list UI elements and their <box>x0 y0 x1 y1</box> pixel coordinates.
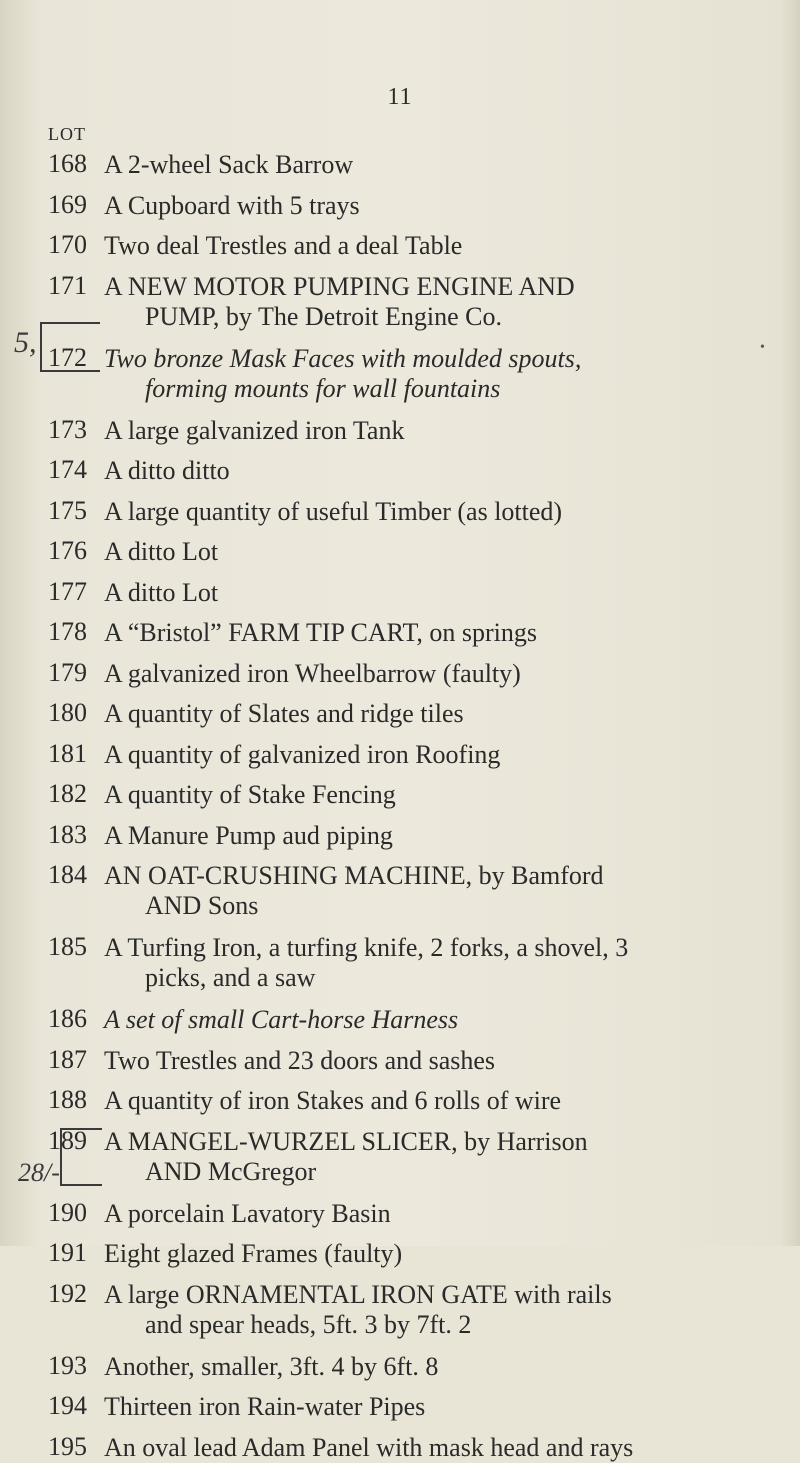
lot-description-line: picks, and a saw <box>145 963 316 992</box>
lot-description-line: A Manure Pump aud piping <box>104 820 393 850</box>
lot-description <box>104 1352 784 1382</box>
lot-description-line: An oval lead Adam Panel with mask head and rays <box>104 1432 634 1462</box>
lot-number: 190 <box>48 1197 87 1227</box>
lot-number: 182 <box>48 779 87 808</box>
lot-description <box>104 456 784 486</box>
lot-description <box>104 416 784 446</box>
lot-description-line: Two Trestles and 23 doors and sashes <box>104 1045 496 1075</box>
lot-number: 187 <box>48 1044 87 1074</box>
lot-description-line: Thirteen iron Rain-water Pipes <box>104 1392 426 1421</box>
lot-description-line: A ditto ditto <box>104 456 230 485</box>
handwritten-mark-172: 5, <box>14 326 37 359</box>
lot-description-line: A porcelain Lavatory Basin <box>104 1198 391 1228</box>
lot-description-line: AND McGregor <box>145 1156 317 1186</box>
lot-description-line: forming mounts for wall fountains <box>145 373 501 403</box>
handwritten-mark-195: 28/- <box>18 1158 60 1187</box>
lot-description <box>104 231 784 261</box>
lot-number: 170 <box>48 230 87 259</box>
lot-number: 194 <box>48 1391 87 1420</box>
lot-description-line: Eight glazed Frames (faulty) <box>104 1239 403 1268</box>
lot-description-line: A NEW MOTOR PUMPING ENGINE AND <box>104 271 575 301</box>
lot-description-line: A quantity of Slates and ridge tiles <box>104 699 464 728</box>
lot-number: 192 <box>48 1278 87 1308</box>
lot-description <box>104 1046 784 1076</box>
lot-number: 173 <box>48 414 87 444</box>
lot-number: 193 <box>48 1350 87 1380</box>
lot-description <box>104 699 784 729</box>
lot-description <box>104 1433 784 1463</box>
lot-description <box>104 618 784 648</box>
lot-description-line: A 2-wheel Sack Barrow <box>104 150 354 179</box>
lot-number: 171 <box>48 270 87 300</box>
lot-description <box>104 1239 784 1269</box>
lot-number: 195 <box>48 1431 87 1461</box>
lot-description <box>104 933 784 993</box>
lot-description-line: A ditto Lot <box>104 577 219 607</box>
lot-description-line: A set of small Cart-horse Harness <box>104 1005 459 1034</box>
lot-description-line: A ditto Lot <box>104 537 219 566</box>
lot-description <box>104 861 784 921</box>
lot-description <box>104 344 784 404</box>
lot-description <box>104 1199 784 1229</box>
lot-description-line: A large ORNAMENTAL IRON GATE with rails <box>104 1279 612 1309</box>
lot-number: 175 <box>48 495 87 525</box>
lot-number: 168 <box>48 149 87 178</box>
lot-number: 188 <box>48 1085 87 1114</box>
lot-number: 174 <box>48 455 87 484</box>
lot-description <box>104 1005 784 1035</box>
lot-number: 177 <box>48 576 87 606</box>
lot-number: 184 <box>48 860 87 889</box>
lot-description-line: Two bronze Mask Faces with moulded spouts, <box>104 343 582 373</box>
lot-description-line: Another, smaller, 3ft. 4 by 6ft. 8 <box>104 1351 439 1381</box>
lot-description-line: A quantity of galvanized iron Roofing <box>104 739 501 769</box>
lot-number: 179 <box>48 657 87 687</box>
lot-description <box>104 1280 784 1340</box>
lot-number: 178 <box>48 617 87 646</box>
lot-description-line: A large galvanized iron Tank <box>104 415 405 445</box>
margin-mark: • <box>760 340 765 355</box>
lot-description <box>104 740 784 770</box>
lot-description-line: A Turfing Iron, a turfing knife, 2 forks, a shovel, 3 <box>104 933 629 962</box>
lot-number: 189 <box>48 1125 87 1155</box>
lot-number: 181 <box>48 738 87 768</box>
lot-description-line: A Cupboard with 5 trays <box>104 190 360 220</box>
lot-description <box>104 191 784 221</box>
lot-description <box>104 497 784 527</box>
lot-number: 185 <box>48 932 87 961</box>
lot-description-line: and spear heads, 5ft. 3 by 7ft. 2 <box>145 1309 472 1339</box>
lot-number: 169 <box>48 189 87 219</box>
lot-description <box>104 659 784 689</box>
lot-description <box>104 1127 784 1187</box>
lot-description <box>104 272 784 332</box>
lot-description-line: A large quantity of useful Timber (as lotted) <box>104 496 563 526</box>
lot-description-line: AN OAT-CRUSHING MACHINE, by Bamford <box>104 861 604 890</box>
lot-description-line: A galvanized iron Wheelbarrow (faulty) <box>104 658 521 688</box>
lot-column-header: LOT <box>48 124 86 144</box>
lot-description <box>104 780 784 810</box>
lot-description <box>104 821 784 851</box>
lot-number: 183 <box>48 819 87 849</box>
lot-description-line: AND Sons <box>145 891 259 920</box>
lot-description-line: A quantity of iron Stakes and 6 rolls of wire <box>104 1086 562 1115</box>
lot-description <box>104 150 784 180</box>
lot-description-line: Two deal Trestles and a deal Table <box>104 231 463 260</box>
lot-number: 186 <box>48 1004 87 1033</box>
lot-description-line: A “Bristol” FARM TIP CART, on springs <box>104 618 538 647</box>
lot-description <box>104 1392 784 1422</box>
lot-description-line: A quantity of Stake Fencing <box>104 780 396 809</box>
lot-description-line: PUMP, by The Detroit Engine Co. <box>145 301 503 331</box>
lot-description <box>104 1086 784 1116</box>
lot-number: 172 <box>48 342 87 372</box>
lot-description <box>104 578 784 608</box>
lot-number: 180 <box>48 698 87 727</box>
lot-number: 176 <box>48 536 87 565</box>
lot-description-line: A MANGEL-WURZEL SLICER, by Harrison <box>104 1126 588 1156</box>
lot-description <box>104 537 784 567</box>
page-number: 11 <box>387 84 413 110</box>
lot-number: 191 <box>48 1238 87 1267</box>
